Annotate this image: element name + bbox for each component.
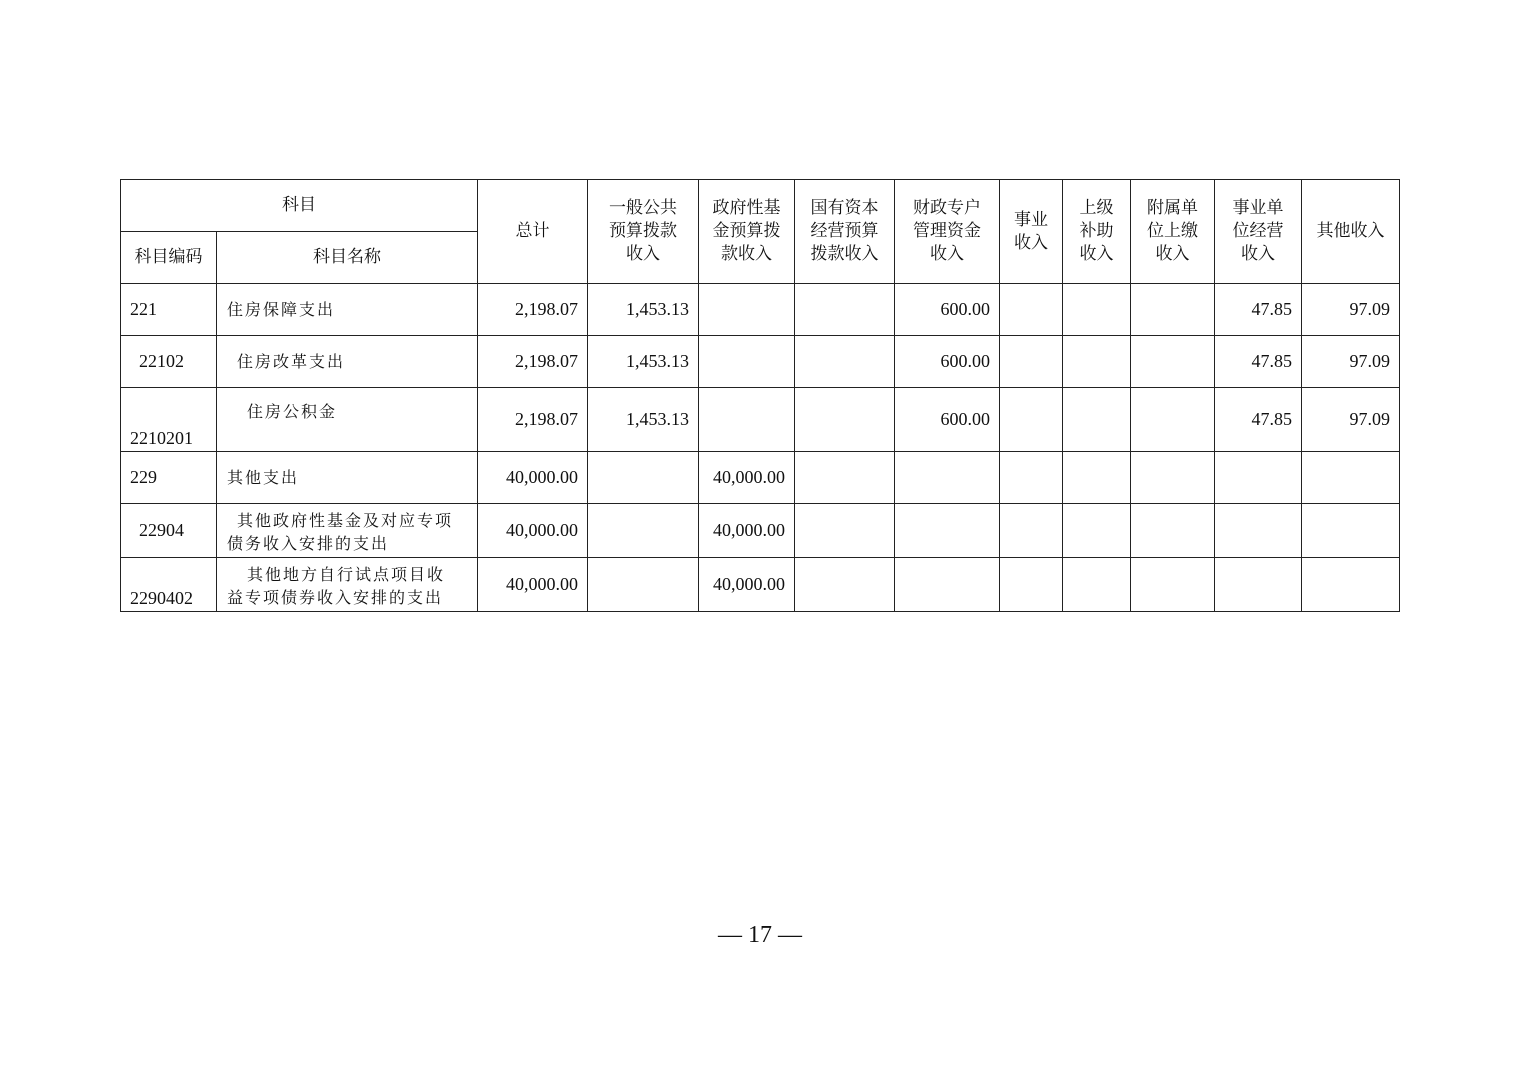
state-capital-cell: [795, 452, 895, 504]
superior-subsidy-cell: [1063, 336, 1131, 388]
other-income-cell: [1302, 452, 1400, 504]
table-row: [121, 558, 1400, 612]
superior-subsidy-cell: [1063, 284, 1131, 336]
total-cell: 2,198.07: [478, 336, 588, 388]
fiscal-special-cell: 600.00: [895, 388, 1000, 452]
header-row-1: [121, 180, 1400, 232]
header-general-public-budget: [588, 180, 699, 284]
superior-subsidy-cell: [1063, 504, 1131, 558]
fiscal-special-cell: 600.00: [895, 336, 1000, 388]
superior-subsidy-cell: [1063, 388, 1131, 452]
gov-fund-cell: [699, 388, 795, 452]
business-unit-cell: 47.85: [1215, 388, 1302, 452]
general-public-cell: 1,453.13: [588, 388, 699, 452]
header-line: 管理资金: [913, 221, 981, 241]
header-gov-fund-budget: [699, 180, 795, 284]
general-public-cell: [588, 452, 699, 504]
business-unit-cell: 47.85: [1215, 336, 1302, 388]
affiliated-cell: [1131, 452, 1215, 504]
subject-name-line: 住房改革支出: [237, 352, 346, 371]
other-income-cell: 97.09: [1302, 388, 1400, 452]
affiliated-cell: [1131, 504, 1215, 558]
affiliated-cell: [1131, 388, 1215, 452]
subject-name-line: 其他地方自行试点项目收: [247, 565, 446, 584]
subject-name-line: 债务收入安排的支出: [227, 534, 390, 553]
general-public-cell: 1,453.13: [588, 336, 699, 388]
header-business-income: [1000, 180, 1063, 284]
header-line: 一般公共: [609, 198, 677, 218]
table-row: [121, 336, 1400, 388]
subject-name: [217, 558, 478, 612]
business-cell: [1000, 504, 1063, 558]
superior-subsidy-cell: [1063, 452, 1131, 504]
state-capital-cell: [795, 284, 895, 336]
header-line: 上级: [1079, 198, 1114, 218]
business-cell: [1000, 388, 1063, 452]
subject-code: 22102: [121, 336, 217, 388]
budget-income-table-container: [120, 179, 1399, 612]
header-state-capital-budget: [795, 180, 895, 284]
header-line: 补助: [1079, 221, 1114, 241]
subject-code: 2210201: [121, 388, 217, 452]
table-row: [121, 504, 1400, 558]
business-cell: [1000, 452, 1063, 504]
total-cell: 40,000.00: [478, 504, 588, 558]
header-total: 总计: [478, 180, 588, 284]
general-public-cell: [588, 504, 699, 558]
general-public-cell: [588, 558, 699, 612]
header-other-income: 其他收入: [1302, 180, 1400, 284]
header-line: 拨款收入: [810, 244, 879, 264]
header-line: 金预算拨: [712, 221, 781, 241]
state-capital-cell: [795, 504, 895, 558]
subject-name-line: 住房公积金: [247, 402, 338, 421]
header-subject: 科目: [121, 180, 478, 232]
other-income-cell: 97.09: [1302, 336, 1400, 388]
budget-income-table: [120, 179, 1400, 612]
fiscal-special-cell: 600.00: [895, 284, 1000, 336]
subject-code: 221: [121, 284, 217, 336]
header-line: 政府性基: [712, 198, 781, 218]
header-line: 位经营: [1232, 221, 1284, 241]
gov-fund-cell: 40,000.00: [699, 504, 795, 558]
subject-code: 2290402: [121, 558, 217, 612]
business-unit-cell: [1215, 558, 1302, 612]
header-line: 经营预算: [810, 221, 879, 241]
fiscal-special-cell: [895, 504, 1000, 558]
state-capital-cell: [795, 558, 895, 612]
header-line: 事业: [1014, 209, 1048, 230]
subject-name-line: 益专项债券收入安排的支出: [227, 588, 444, 607]
table-row: [121, 388, 1400, 452]
other-income-cell: [1302, 558, 1400, 612]
gov-fund-cell: [699, 284, 795, 336]
total-cell: 2,198.07: [478, 388, 588, 452]
affiliated-cell: [1131, 284, 1215, 336]
header-line: 预算拨款: [609, 221, 677, 241]
header-line: 收入: [1155, 244, 1190, 264]
affiliated-cell: [1131, 558, 1215, 612]
fiscal-special-cell: [895, 452, 1000, 504]
header-line: 收入: [1014, 232, 1048, 253]
header-line: 款收入: [721, 244, 772, 264]
header-business-unit-operation: [1215, 180, 1302, 284]
header-affiliated-unit: [1131, 180, 1215, 284]
business-unit-cell: 47.85: [1215, 284, 1302, 336]
business-unit-cell: [1215, 504, 1302, 558]
header-fiscal-special-account: [895, 180, 1000, 284]
subject-name: [217, 452, 478, 504]
subject-name-line: 其他政府性基金及对应专项: [237, 511, 454, 530]
state-capital-cell: [795, 336, 895, 388]
header-line: 财政专户: [913, 198, 981, 218]
header-line: 收入: [1079, 244, 1114, 264]
header-line: 事业单: [1232, 198, 1284, 218]
business-cell: [1000, 558, 1063, 612]
subject-name: [217, 336, 478, 388]
subject-code: 22904: [121, 504, 217, 558]
header-line: 收入: [930, 244, 964, 264]
state-capital-cell: [795, 388, 895, 452]
gov-fund-cell: 40,000.00: [699, 558, 795, 612]
subject-code: 229: [121, 452, 217, 504]
gov-fund-cell: [699, 336, 795, 388]
business-cell: [1000, 284, 1063, 336]
total-cell: 40,000.00: [478, 452, 588, 504]
header-subject-name: 科目名称: [217, 232, 478, 284]
general-public-cell: 1,453.13: [588, 284, 699, 336]
header-superior-subsidy: [1063, 180, 1131, 284]
business-unit-cell: [1215, 452, 1302, 504]
total-cell: 40,000.00: [478, 558, 588, 612]
other-income-cell: 97.09: [1302, 284, 1400, 336]
header-line: 收入: [1241, 244, 1275, 264]
fiscal-special-cell: [895, 558, 1000, 612]
total-cell: 2,198.07: [478, 284, 588, 336]
header-line: 位上缴: [1147, 221, 1198, 241]
gov-fund-cell: 40,000.00: [699, 452, 795, 504]
superior-subsidy-cell: [1063, 558, 1131, 612]
subject-name-line: 住房保障支出: [227, 300, 336, 319]
subject-name: [217, 284, 478, 336]
page-number: — 17 —: [718, 922, 802, 948]
header-line: 国有资本: [810, 198, 879, 218]
business-cell: [1000, 336, 1063, 388]
header-line: 附属单: [1147, 198, 1198, 218]
table-row: [121, 452, 1400, 504]
header-line: 收入: [626, 244, 660, 264]
subject-name-line: 其他支出: [227, 468, 300, 487]
other-income-cell: [1302, 504, 1400, 558]
header-subject-code: 科目编码: [121, 232, 217, 284]
table-row: [121, 284, 1400, 336]
subject-name: [217, 388, 478, 452]
subject-name: [217, 504, 478, 558]
affiliated-cell: [1131, 336, 1215, 388]
